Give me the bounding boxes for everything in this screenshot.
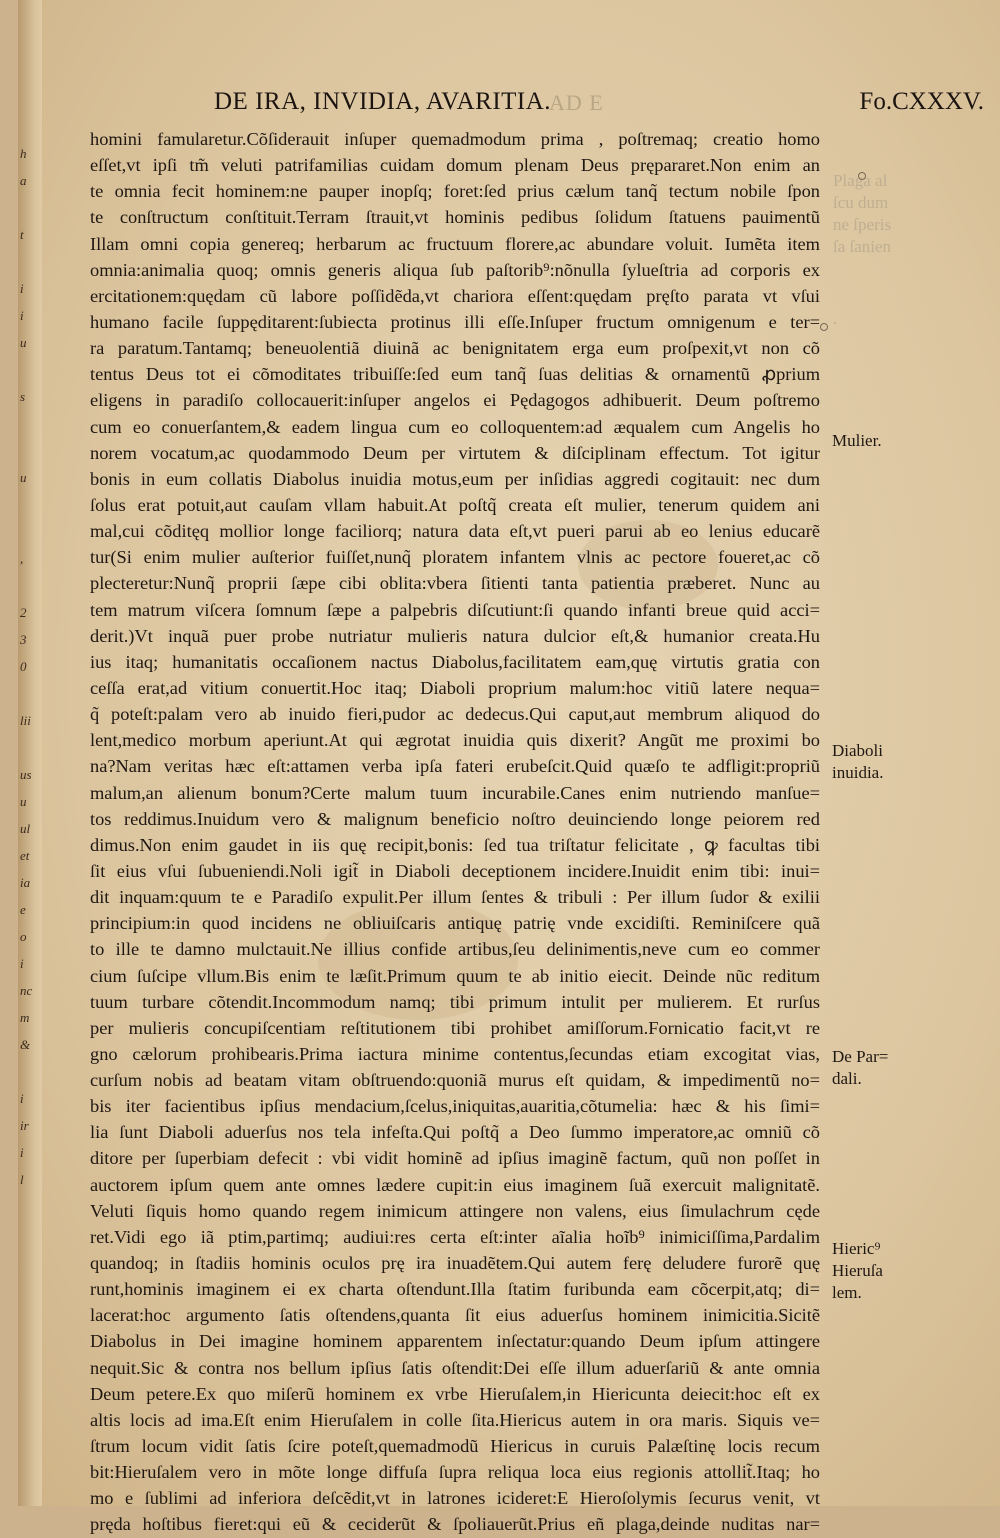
- running-title: DE IRA, INVIDIA, AVARITIA.: [214, 88, 552, 115]
- bleed-line: ſa ſanien: [833, 237, 892, 256]
- running-header: [214, 88, 984, 122]
- text-line: lacerat:hoc argumento ſatis oſtendens,quanta ſit eius aduerſus hominem inimicitia.Sicitẽ: [90, 1305, 820, 1326]
- text-line: na?Nam veritas hæc eſt:attamen verba ipſa fateri erubeſcit.Quid quæſo te adfligit:propriũ: [90, 756, 820, 777]
- gutter-fragment: [20, 356, 40, 383]
- text-line: Deum petere.Ex quo miſerũ hominem ex vrbe Hieruſalem,in Hiericunta deiecit:hoc eſt ex: [90, 1383, 820, 1404]
- text-line: mal,cui cõditęq mollior longe faciliorq; natura data eſt,vt pueri parui ab eo lenius educarẽ: [90, 521, 820, 542]
- text-line: ſit eius vſui ſubueniendi.Noli igit̃ in Diaboli deceptionem incidere.Inuidit enim tibi: inui=: [90, 860, 820, 881]
- margin-note-text: Hieruſa: [832, 1261, 883, 1280]
- text-line: q̃ poteſt:palam vero ab inuido fieri,pudor ac dedecus.Qui caput,aut membrum aliquod do: [90, 704, 820, 725]
- facing-page-gutter: [20, 140, 40, 1193]
- ink-dot: [820, 323, 828, 331]
- text-line: dit inquam:quum te e Paradiſo expulit.Per illum ſentes & tribuli : Per illum ſudor & exilii: [90, 887, 820, 908]
- main-text-block: [90, 126, 820, 1538]
- text-line: ercitationem:quędam cũ labore poſſidẽda,vt chariora eſſent:quędam pręſto parata vt vſui: [90, 285, 820, 306]
- text-line: gno cælorum prohibearis.Prima iactura minime contentus,ſecundas etiam excogitat vias,: [90, 1043, 820, 1064]
- gutter-fragment: e: [20, 902, 26, 917]
- text-line: ſolus erat potuit,aut cauſam vllam habuit.At poſtq̃ creata eſt mulier, tenerum quidem ani: [90, 494, 820, 515]
- margin-note-text: dali.: [832, 1069, 862, 1088]
- margin-note-pardali: [832, 1046, 888, 1090]
- gutter-fragment: [20, 248, 40, 275]
- gutter-fragment: ir: [20, 1118, 29, 1133]
- gutter-fragment: [20, 491, 40, 518]
- text-line: cium ſuſcipe vllum.Bis enim te læſit.Primum quum te ab initio eiecit. Deinde nũc reditum: [90, 965, 820, 986]
- text-line: lent,medico morbum aperiunt.At qui ægrotat inuidia quis dixerit? Angũt me proximi bo: [90, 730, 820, 751]
- bleed-line: .: [833, 309, 838, 328]
- text-line: bonis in eum collatis Diabolus inuidia motus,eum per inſidias aggredi cogitauit: nec dum: [90, 468, 820, 489]
- text-line: eligens in paradiſo collocauerit:inſuper angelos ei Pędagogos adhibuerit. Deum poſtremo: [90, 390, 820, 411]
- gutter-fragment: i: [20, 1091, 24, 1106]
- gutter-fragment: [20, 1058, 40, 1085]
- gutter-fragment: u: [20, 794, 27, 809]
- text-line: Illam omni copia genereq; herbarum ac fructuum florere,ac abundare voluit. Iumẽta item: [90, 233, 820, 254]
- gutter-fragment: ia: [20, 875, 31, 890]
- text-line: derit.)Vt inquã puer probe nutriatur mulieris natura dulcior eſt,& humanior creata.Hu: [90, 625, 820, 646]
- text-line: ſtrum locum vidit ſatis ſcire poteſt,quemadmodũ Hiericus in curuis Palæſtinę locis recum: [90, 1436, 820, 1457]
- gutter-fragment: [20, 680, 40, 707]
- text-line: altis locis ad ima.Eſt enim Hieruſalem in colle ſita.Hiericus autem in ora maris. Siquis ve=: [90, 1409, 820, 1430]
- text-line: ra paratum.Tantamq; beneuolentiã diuinã ac benignitatem erga eum proſpexit,vt non cõ: [90, 338, 820, 359]
- text-line: prędа hoſtibus fieret:qui eũ & ceciderũt & ſpoliauerũt.Prius eñ plaga,deinde nuditas nar=: [90, 1514, 820, 1535]
- gutter-fragment: l: [20, 1172, 24, 1187]
- text-line: cum eo conuerſantem,& eadem lingua cum eo colloquentem:ad æqualem cum Angelis ho: [90, 416, 820, 437]
- gutter-fragment: ul: [20, 821, 31, 836]
- gutter-fragment: [20, 410, 40, 437]
- text-line: Diabolus in Dei imagine hominem apparentem inſectatur:quando Deum ipſum attingere: [90, 1331, 820, 1352]
- text-line: bit:Hieruſalem vero in mõte longe diffuſa ſupra reliqua loca eius regionis attollit̃.Itaq; ho: [90, 1462, 820, 1483]
- text-line: dimus.Non enim gaudet in iis quę recipit,bonis: ſed tua triſtatur felicitate , ꝙ facultas tibi: [90, 834, 820, 855]
- margin-note-text: Diaboli: [832, 741, 883, 760]
- text-line: eſſet,vt ipſi tm̃ veluti patrifamilias cuidam domum plenam Deus prępararet.Non enim an: [90, 155, 820, 176]
- text-line: ius itaq; humanitatis occaſionem nactus Diabolus,facilitatem eam,quę virtutis gratia con: [90, 651, 820, 672]
- gutter-fragment: i: [20, 281, 24, 296]
- text-line: tur(Si enim mulier auſterior fuiſſet,nunq̃ ploratem infantem vlnis ac pectore foueret,ac cõ: [90, 547, 820, 568]
- text-line: te omnia fecit hominem:ne pauper inopſq; foret:ſed prius cælum tanq̃ tectum nobile ſpon: [90, 181, 820, 202]
- gutter-fragment: us: [20, 767, 32, 782]
- gutter-fragment: &: [20, 1037, 31, 1052]
- gutter-fragment: [20, 437, 40, 464]
- text-line: norem vocatum,ac quodammodo Deum per virtutem & diſciplinam effectum. Tot igitur: [90, 442, 820, 463]
- gutter-fragment: 0: [20, 659, 27, 674]
- gutter-fragment: i: [20, 308, 24, 323]
- text-line: per mulieris concupiſcentiam reſtitutionem tibi prohibet amiſſorum.Fornicatio facit,vt re: [90, 1017, 820, 1038]
- text-line: lia ſunt Diaboli aduerſus nos tela infeſta.Qui poſtq̃ a Deo ſummo imperatore,ac omniũ cõ: [90, 1122, 820, 1143]
- bleed-line: Plaga al: [833, 171, 888, 190]
- margin-note-mulier: [832, 430, 882, 452]
- gutter-fragment: [20, 734, 40, 761]
- gutter-fragment: h: [20, 146, 27, 161]
- margin-note-hieric: [832, 1238, 883, 1304]
- text-line: principium:in quod incidens ne obliuiſcaris antiquę patrię vnde excidiſti. Reminiſcere quã: [90, 913, 820, 934]
- text-line: humano facile ſuppęditarent:ſubiecta protinus illi eſſe.Inſuper fructum omnigenum e ter=: [90, 311, 820, 332]
- text-line: malum,an alienum bonum?Certe malum tuum incurabile.Canes enim nutriendo manſue=: [90, 782, 820, 803]
- margin-note-diaboli: [832, 740, 883, 784]
- gutter-fragment: s: [20, 389, 26, 404]
- text-line: ret.Vidi ego iã ptim,partimq; audiui:res certa eſt:inter aĩalia hoĩb⁹ inimiciſſima,Pardalim: [90, 1226, 820, 1247]
- text-line: tentus Deus tot ei cõmoditates tribuiſſe:ſed eum tanq̃ ſuas delitias & ornamentũ ꝓprium: [90, 364, 820, 385]
- text-line: mo e ſublimi ad inferiora deſcẽdit,vt in latrones icideret:E Hieroſolymis ſecurus venit, vt: [90, 1488, 820, 1509]
- margin-note-text: lem.: [832, 1283, 862, 1302]
- bleed-through-text: [833, 170, 903, 330]
- text-line: curſum nobis ad beatam vitam obſtruendo:quoniã murus eſt quidam, & impedimentũ no=: [90, 1070, 820, 1091]
- gutter-fragment: nc: [20, 983, 33, 998]
- text-line: quandoq; in ſtadiis hominis oculos prę ira inuadẽtem.Qui autem ferę deludere furorẽ quę: [90, 1253, 820, 1274]
- text-line: homini famularetur.Cõſiderauit inſuper quemadmodum prima , poſtremaq; creatio homo: [90, 129, 820, 149]
- ink-dot: [858, 172, 866, 180]
- gutter-fragment: 3: [20, 632, 27, 647]
- text-line: omnia:animalia quoq; omnis generis aliqua ſub paſtorib⁹:nõnulla ſylueſtria ad corporis ex: [90, 259, 820, 280]
- text-line: ceſſa erat,ad vitium conuertit.Hoc itaq; Diaboli proprium malum:hoc vitiũ latere nequa=: [90, 677, 820, 698]
- gutter-fragment: et: [20, 848, 30, 863]
- text-line: tuum turbare cõtendit.Incommodum namq; tibi primum intulit per mulierem. Et rurſus: [90, 991, 820, 1012]
- gutter-fragment: t: [20, 227, 24, 242]
- bleed-line: ne ſperis: [833, 215, 892, 234]
- gutter-fragment: a: [20, 173, 27, 188]
- text-line: tos reddimus.Inuidum vero & malignum beneficio noſtro deuinciendo longe peiorem red: [90, 808, 820, 829]
- text-line: Veluti ſiquis homo quando regem inimicum attingere non valens, eius ſimulachrum cęde: [90, 1200, 820, 1221]
- gutter-fragment: i: [20, 956, 24, 971]
- text-line: bis iter facientibus ipſius mendacium,ſcelus,iniquitas,auaritia,cõtumelia: hæc & his ſimi=: [90, 1096, 820, 1117]
- book-page: [18, 0, 1000, 1535]
- margin-note-text: Hieric⁹: [832, 1239, 881, 1258]
- bleed-through-header: AD E: [549, 90, 604, 115]
- gutter-fragment: o: [20, 929, 27, 944]
- folio-number: Fo.CXXXV.: [859, 88, 984, 115]
- text-line: runt,hominis imaginem ei ex charta oſtendunt.Illa ſtatim furibunda eam cõcerpit,atq; di=: [90, 1279, 820, 1300]
- text-line: to ille te damno mulctauit.Ne illius confide artibus,ſeu delinimentis,neve cum eo commer: [90, 939, 820, 960]
- bleed-line: ſcu dum: [833, 193, 889, 212]
- text-line: plecteretur:Nunq̃ proprii ſæpe cibi oblita:vbera ſitienti tanta patientia præberet. Nunc au: [90, 573, 820, 594]
- margin-note-text: De Par=: [832, 1047, 889, 1066]
- gutter-fragment: u: [20, 470, 27, 485]
- gutter-fragment: 2: [20, 605, 27, 620]
- text-line: te conſtructum conſtituit.Terram ſtrauit,vt hominis pedibus ſolidum ſtatuens pauimentũ: [90, 207, 820, 228]
- gutter-fragment: i: [20, 1145, 24, 1160]
- text-line: nequit.Sic & contra nos bellum ipſius ſatis oſtendit:Dei eſſe illum aduerſariũ & ante omnia: [90, 1357, 820, 1378]
- gutter-fragment: m: [20, 1010, 30, 1025]
- gutter-fragment: [20, 518, 40, 545]
- gutter-fragment: [20, 194, 40, 221]
- gutter-fragment: lii: [20, 713, 31, 728]
- text-line: ditore per ſuperbiam defecit : vbi vidit hominẽ ad ipſius imaginẽ factum, quũ non poſſet in: [90, 1148, 820, 1169]
- text-line: auctorem ipſum quem ante omnes lædere cupit:in eius imaginem ſuã exercuit malignitatẽ.: [90, 1174, 820, 1195]
- gutter-fragment: u: [20, 335, 27, 350]
- gutter-fragment: ,: [20, 551, 24, 566]
- text-line: tem matrum viſcera ſomnum ſæpe a palpebris diſcutiunt:ſi quando infanti breue quid acci=: [90, 599, 820, 620]
- margin-note-text: inuidia.: [832, 763, 884, 782]
- margin-note-text: Mulier.: [832, 431, 882, 450]
- gutter-fragment: [20, 572, 40, 599]
